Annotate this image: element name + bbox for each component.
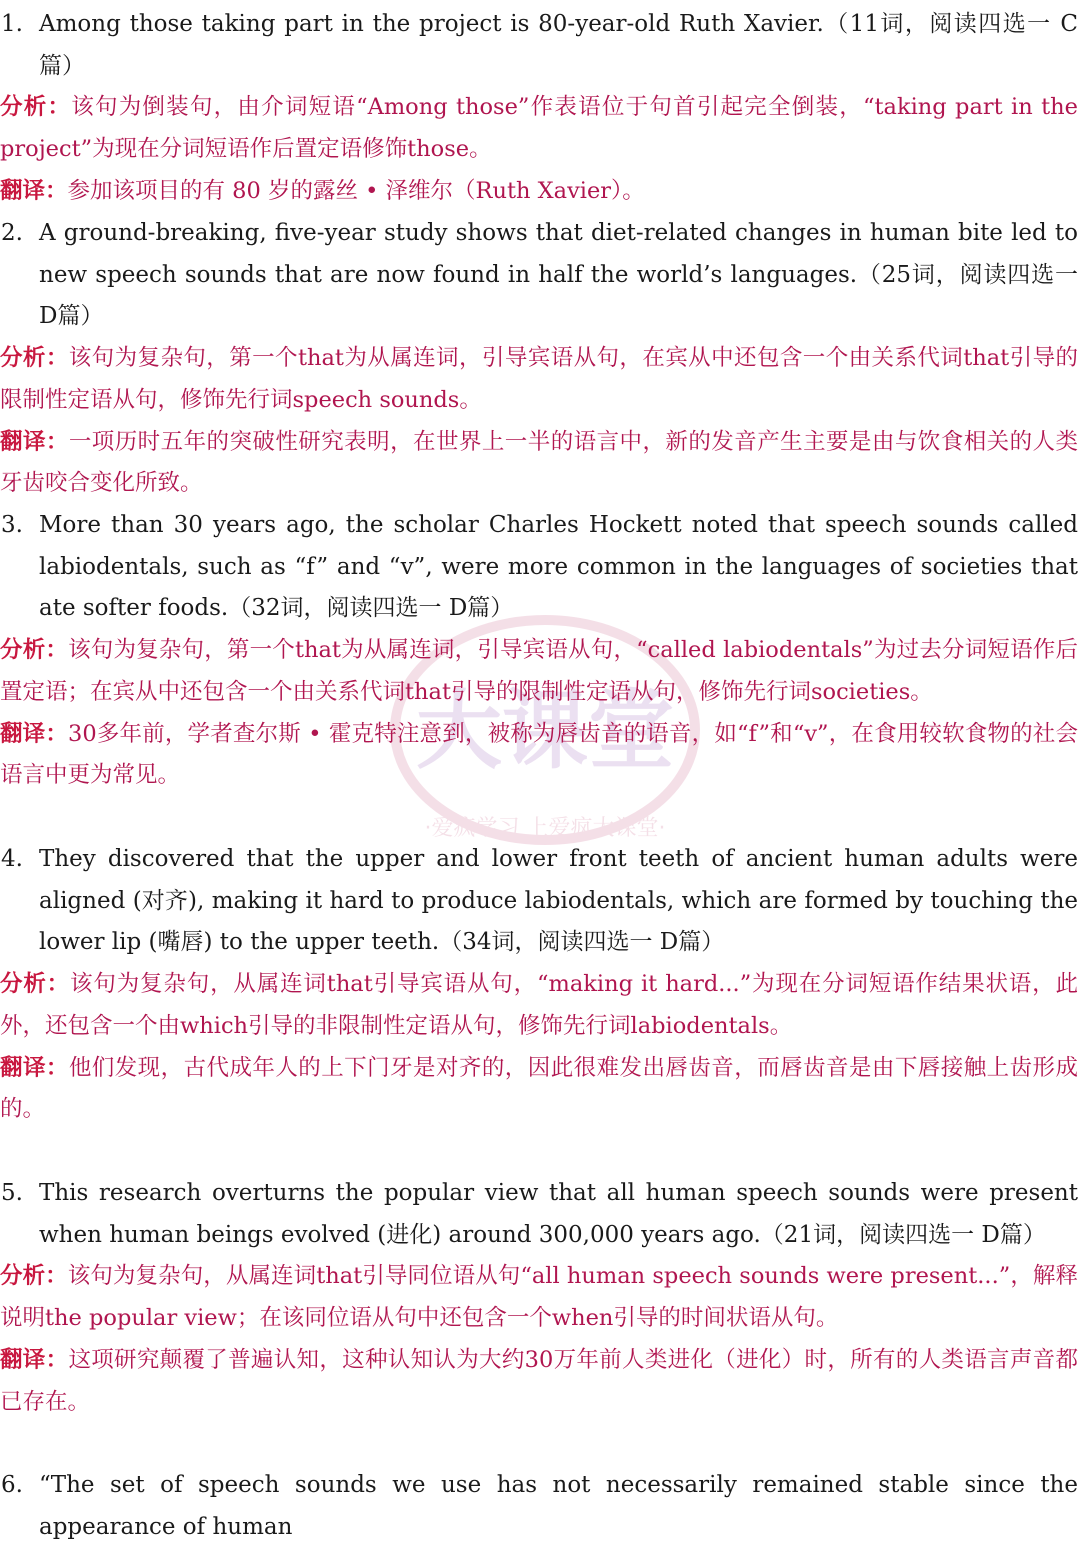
analysis-label: 分析：	[0, 637, 69, 664]
translation-paragraph	[0, 422, 1080, 505]
english-sentence	[0, 213, 1080, 338]
english-sentence	[0, 839, 1080, 964]
watermark-main-text: 大课堂	[416, 681, 674, 781]
sentence-number: 2.	[1, 220, 23, 246]
analysis-label: 分析：	[0, 971, 71, 998]
sentence-text: “The set of speech sounds we use has not necessarily remained stable since the appearance of human	[39, 1472, 1078, 1540]
sentence-item-6	[0, 1465, 1080, 1548]
translation-paragraph	[0, 714, 1080, 797]
analysis-paragraph	[0, 630, 1080, 713]
sentence-text: They discovered that the upper and lower front teeth of ancient human adults were aligned (对齐), making it hard to produce labiodentals, which are formed by touching the lower lip (嘴唇) to the upper teeth.（34词，阅读四选一 D篇）	[39, 846, 1078, 956]
analysis-paragraph	[0, 1256, 1080, 1339]
sentence-number: 3.	[1, 512, 23, 538]
analysis-text: 该句为复杂句，第一个that为从属连词，引导宾语从句，“called labiodentals”为过去分词短语作后置定语；在宾从中还包含一个由关系代词that引导的限制性定语从句，修饰先行词societies。	[0, 637, 1078, 705]
analysis-text: 该句为复杂句，从属连词that引导宾语从句，“making it hard...”为现在分词短语作结果状语，此外，还包含一个由which引导的非限制性定语从句，修饰先行词labiodentals。	[0, 971, 1078, 1039]
sentence-number: 1.	[1, 11, 23, 37]
translation-paragraph	[0, 171, 1080, 213]
sentence-text: More than 30 years ago, the scholar Charles Hockett noted that speech sounds called labiodentals, such as “f” and “v”, were more common in the languages of societies that ate softer foods.（32词，阅读四选一 D篇）	[39, 512, 1078, 622]
sentence-number: 6.	[1, 1472, 23, 1498]
translation-text: 参加该项目的有 80 岁的露丝 • 泽维尔（Ruth Xavier）。	[67, 177, 645, 204]
translation-label: 翻译：	[0, 177, 68, 204]
translation-text: 这项研究颠覆了普遍认知，这种认知认为大约30万年前人类进化（进化）时，所有的人类语言声音都已存在。	[0, 1346, 1078, 1415]
translation-text: 他们发现，古代成年人的上下门牙是对齐的，因此很难发出唇齿音，而唇齿音是由下唇接触上齿形成的。	[0, 1054, 1078, 1123]
sentence-item-4	[0, 839, 1080, 1131]
translation-text: 30多年前，学者查尔斯 • 霍克特注意到，被称为唇齿音的语音，如“f”和“v”，在食用较软食物的社会语言中更为常见。	[0, 720, 1078, 789]
analysis-label: 分析：	[0, 94, 72, 121]
english-sentence	[0, 1465, 1080, 1548]
translation-label: 翻译：	[0, 428, 69, 455]
analysis-text: 该句为复杂句，从属连词that引导同位语从句“all human speech sounds were present...”，解释说明the popular view；在该同位语从句中还包含一个when引导的时间状语从句。	[0, 1263, 1078, 1332]
english-sentence	[0, 4, 1080, 87]
analysis-label: 分析：	[0, 345, 69, 372]
translation-paragraph	[0, 1340, 1080, 1423]
translation-label: 翻译：	[0, 1054, 69, 1081]
english-sentence	[0, 1173, 1080, 1256]
translation-label: 翻译：	[0, 1346, 69, 1373]
sentence-text: This research overturns the popular view that all human speech sounds were present when human beings evolved (进化) around 300,000 years ago.（21词，阅读四选一 D篇）	[39, 1180, 1078, 1248]
analysis-label: 分析：	[0, 1263, 68, 1290]
analysis-text: 该句为倒装句，由介词短语“Among those”作表语位于句首引起完全倒装，“taking part in the project”为现在分词短语作后置定语修饰those。	[0, 94, 1078, 163]
translation-label: 翻译：	[0, 720, 69, 747]
sentence-item-5	[0, 1173, 1080, 1423]
analysis-paragraph	[0, 87, 1080, 170]
sentence-text: A ground-breaking, five-year study shows that diet-related changes in human bite led to new speech sounds that are now found in half the world’s languages.（25词，阅读四选一 D篇）	[39, 220, 1078, 330]
sentence-item-3	[0, 505, 1080, 797]
watermark-sub-text: ·爱疯学习 上爱疯大课堂·	[424, 816, 666, 841]
sentence-item-1	[0, 4, 1080, 213]
analysis-text: 该句为复杂句，第一个that为从属连词，引导宾语从句，在宾从中还包含一个由关系代词that引导的限制性定语从句，修饰先行词speech sounds。	[0, 345, 1078, 413]
sentence-item-2	[0, 213, 1080, 505]
analysis-paragraph	[0, 338, 1080, 421]
sentence-text: Among those taking part in the project is 80-year-old Ruth Xavier.（11词，阅读四选一 C篇）	[39, 11, 1078, 79]
sentence-number: 4.	[1, 846, 23, 872]
translation-text: 一项历时五年的突破性研究表明，在世界上一半的语言中，新的发音产生主要是由与饮食相关的人类牙齿咬合变化所致。	[0, 428, 1078, 497]
english-sentence	[0, 505, 1080, 630]
analysis-paragraph	[0, 964, 1080, 1047]
sentence-number: 5.	[1, 1180, 23, 1206]
translation-paragraph	[0, 1048, 1080, 1131]
